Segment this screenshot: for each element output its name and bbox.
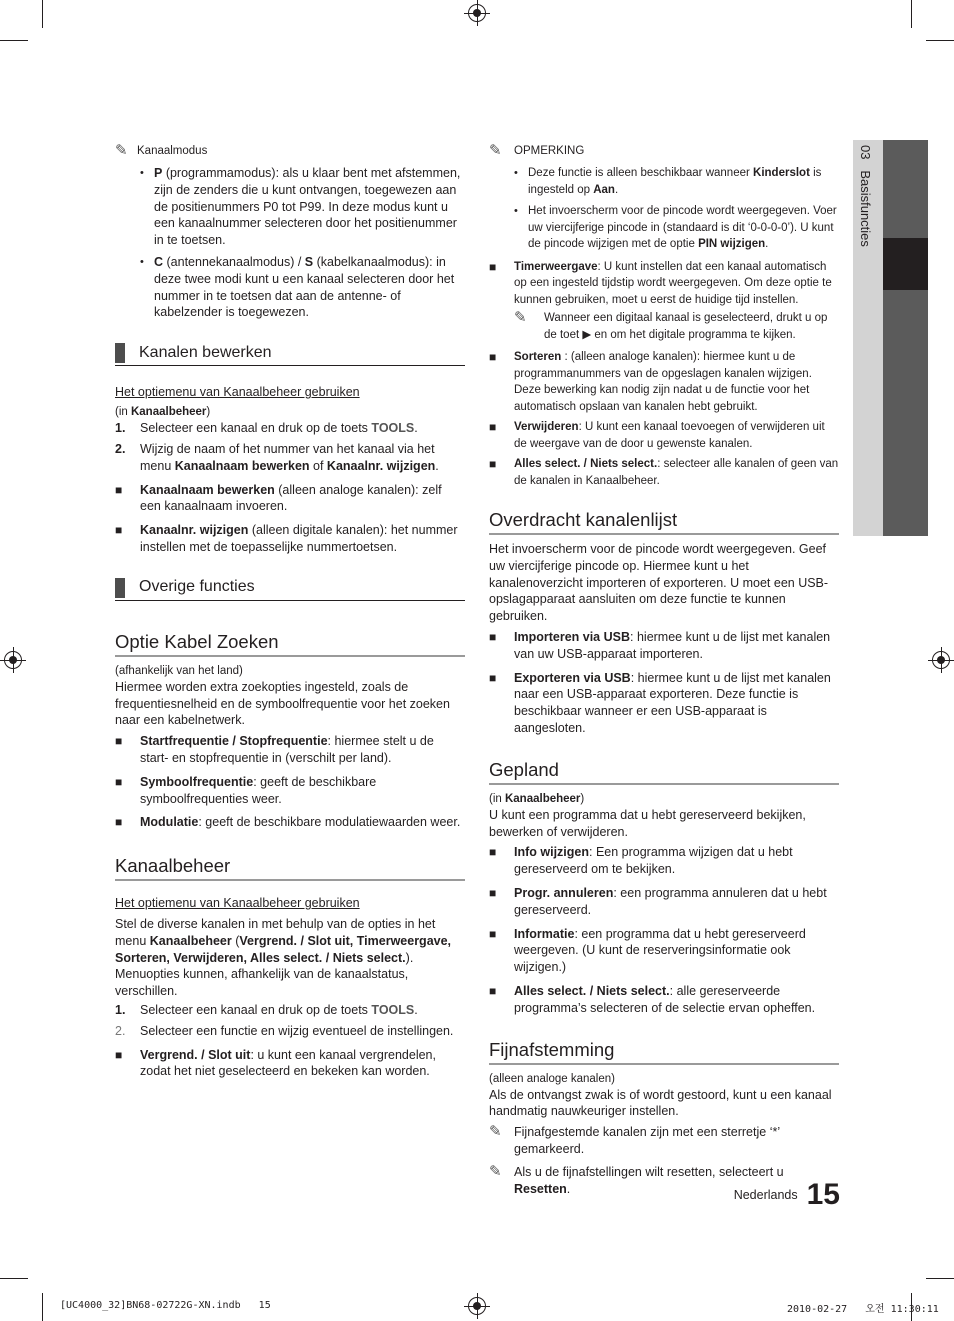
option-item: ■ Startfrequentie / Stopfrequentie: hiermee stelt u de start- en stopfrequentie in (verschilt per land). — [115, 734, 434, 765]
section-heading: Overdracht kanalenlijst — [489, 509, 839, 535]
square-bullet-icon: ■ — [489, 926, 497, 941]
chapter-tab-marker — [883, 238, 928, 290]
option-item: ■ Importeren via USB: hiermee kunt u de lijst met kanalen van uw USB-apparaat importeren. — [489, 629, 831, 661]
print-timestamp: 2010-02-27 오전 11:30:11 — [787, 1304, 939, 1315]
square-bullet-icon: ■ — [115, 774, 123, 789]
square-bullet-icon: ■ — [489, 670, 497, 685]
option-item: ■ Sorteren : (alleen analoge kanalen): hiermee kunt u de programmanummers van de opgeslagen kanalen wijzigen. Deze bewerking kan nodig zijn nadat u de functie voor het automatisch opslaan van kanalen hebt gebruikt. — [489, 349, 839, 415]
crop-mark — [0, 1278, 28, 1279]
subheading-text: Overige functies — [139, 578, 255, 596]
context-note: (in Kanaalbeheer) — [489, 792, 585, 805]
mode-code: C — [154, 254, 164, 269]
section-intro: U kunt een programma dat u hebt gereserveerd bekijken, bewerken of verwijderen. — [489, 807, 806, 839]
chapter-number: 03 — [858, 145, 873, 160]
kanaalbeheer-options — [489, 259, 839, 490]
registration-mark-icon — [468, 1297, 486, 1315]
mode-text: (kabelkanaalmodus): in deze twee modi kunt u een kanaal selecteren door het nummer in te toetsen dat aan de antenne- of kabelzender is toegewezen. — [154, 254, 455, 320]
section-intro: Hiermee worden extra zoekopties ingesteld, zoals de frequentiesnelheid en de symboolfrequentie voor het zoeken naar een kabelnetwerk. — [115, 679, 450, 728]
section-intro: Als de ontvangst zwak is of wordt gestoord, kunt u een kanaal handmatig nauwkeuriger instellen. — [489, 1087, 832, 1119]
memo-text: Fijnafgestemde kanalen zijn met een sterretje ‘*’ gemarkeerd. — [514, 1125, 780, 1156]
section-note: (alleen analoge kanalen) — [489, 1072, 615, 1085]
step-item: 1. Selecteer een kanaal en druk op de toets TOOLS. — [115, 421, 418, 436]
chapter-title: Basisfuncties — [858, 170, 873, 247]
step-number: 2. — [115, 1023, 126, 1038]
footer-language: Nederlands — [733, 1188, 798, 1202]
heading-bar — [115, 343, 125, 363]
option-item: ■ Alles select. / Niets select.: selecteer alle kanalen of geen van de kanalen in Kanaalbeheer. — [489, 456, 839, 489]
section-intro: Het invoerscherm voor de pincode wordt weergegeven. Geef uw viercijferige pincode op. Hiermee kunt u het kanalenoverzicht importeren of exporteren. U moet een USB-opslagapparaat aansluiten om deze functie te kunnen gebruiken. — [489, 542, 829, 624]
pencil-note-icon: ✎ — [115, 142, 128, 159]
crop-mark — [926, 1278, 954, 1279]
crop-mark — [926, 40, 954, 41]
pencil-note-icon: ✎ — [489, 142, 502, 159]
square-bullet-icon: ■ — [489, 420, 497, 434]
memo-text: Als u de fijnafstellingen wilt resetten, selecteert u Resetten. — [514, 1164, 784, 1196]
square-bullet-icon: ■ — [489, 259, 497, 274]
memo-title: Kanaalmodus — [137, 145, 208, 157]
list-item — [140, 165, 465, 249]
square-bullet-icon: ■ — [489, 629, 497, 644]
registration-mark-icon — [932, 651, 950, 669]
crop-mark — [42, 1293, 43, 1321]
crop-mark — [0, 40, 28, 41]
option-item: ■ Verwijderen: U kunt een kanaal toevoegen of verwijderen uit de weergave van de door u gewenste kanalen. — [489, 419, 839, 452]
option-item: ■ Alles select. / Niets select.: alle gereserveerde programma’s selecteren of de selectie ervan opheffen. — [489, 983, 816, 1015]
mode-text: (antennekanaalmodus) / — [163, 254, 305, 269]
option-item: ■ Progr. annuleren: een programma annuleren dat u hebt gereserveerd. — [489, 885, 827, 917]
bullet-icon: • — [514, 205, 518, 217]
option-item: ■ Kanaalnaam bewerken (alleen analoge kanalen): zelf een kanaalnaam invoeren. — [115, 482, 442, 514]
list-item — [140, 254, 465, 321]
registration-mark-icon — [468, 4, 486, 22]
option-item: ■ Modulatie: geeft de beschikbare modulatiewaarden weer. — [115, 815, 461, 830]
section-note: (afhankelijk van het land) — [115, 664, 243, 677]
section-heading: Fijnafstemming — [489, 1039, 839, 1065]
pencil-note-icon: ✎ — [489, 1162, 502, 1180]
bullet-icon: • — [140, 255, 144, 268]
option-item: ■ Vergrend. / Slot uit: u kunt een kanaal vergrendelen, zodat het niet geselecteerd en bekeken kan worden. — [115, 1047, 436, 1079]
option-item: ■ Symboolfrequentie: geeft de beschikbare symboolfrequenties weer. — [115, 774, 377, 806]
square-bullet-icon: ■ — [115, 815, 123, 830]
chapter-tab-dark — [883, 140, 928, 536]
square-bullet-icon: ■ — [115, 1047, 123, 1062]
step-item: 1. Selecteer een kanaal en druk op de toets TOOLS. — [115, 1002, 418, 1017]
square-bullet-icon: ■ — [489, 845, 497, 860]
step-item: 2. Selecteer een functie en wijzig eventueel de instellingen. — [115, 1023, 454, 1038]
subheading-overige-functies — [115, 576, 465, 601]
option-item: ■ Info wijzigen: Een programma wijzigen dat u hebt gereserveerd om te bekijken. — [489, 845, 793, 877]
subheading-kanalen-bewerken — [115, 341, 465, 366]
square-bullet-icon: ■ — [489, 457, 497, 471]
square-bullet-icon: ■ — [115, 482, 123, 497]
memo-bullets — [514, 165, 839, 253]
square-bullet-icon: ■ — [489, 983, 497, 998]
square-bullet-icon: ■ — [115, 523, 123, 538]
bullet-icon: • — [140, 167, 144, 179]
step-item: 2. Wijzig de naam of het nummer van het kanaal via het menu Kanaalnaam bewerken of Kanaalnr. wijzigen. — [115, 441, 439, 473]
right-column — [489, 143, 839, 1197]
pencil-note-icon: ✎ — [514, 309, 527, 326]
square-bullet-icon: ■ — [115, 734, 123, 749]
memo-text: Wanneer een digitaal kanaal is geselecteerd, drukt u op de toet ▶ en om het digitale programma te kijken. — [544, 312, 828, 341]
page-number: 15 — [806, 1178, 840, 1211]
crop-mark — [42, 0, 43, 28]
registration-mark-icon — [4, 651, 22, 669]
memo-bullets — [140, 165, 465, 321]
crop-mark — [911, 0, 912, 28]
pencil-note-icon: ✎ — [489, 1123, 502, 1141]
memo-note — [489, 1124, 839, 1158]
subheading-text: Kanalen bewerken — [139, 343, 272, 361]
square-bullet-icon: ■ — [489, 350, 497, 364]
step-number: 1. — [115, 1002, 126, 1017]
mode-text: (programmamodus): als u klaar bent met afstemmen, zijn de zenders die u kunt ontvangen, toegewezen aan de positienummers P0 tot P99. In deze modus kunt u een kanaalnummer selecteren door het positienummer in te toetsen. — [154, 166, 461, 248]
section-heading: Kanaalbeheer — [115, 855, 465, 881]
section-heading: Gepland — [489, 759, 839, 785]
option-item: ■ Kanaalnr. wijzigen (alleen digitale kanalen): het nummer instellen met de toepasselijke nummertoetsen. — [115, 523, 458, 554]
option-item: ■ Exporteren via USB: hiermee kunt u de lijst met kanalen naar een USB-apparaat exporteren. Deze functie is beschikbaar wanneer er een USB-apparaat is aangesloten. — [489, 670, 831, 735]
procedure-title: Het optiemenu van Kanaalbeheer gebruiken — [115, 896, 360, 911]
section-intro: Stel de diverse kanalen in met behulp van de opties in het menu Kanaalbeheer (Vergrend. / Slot uit, Timerweergave, Sorteren, Verwijderen, Alles select. / Niets select.). Menuopties kunnen, afhankelijk van de kanaalstatus, verschillen. — [115, 916, 452, 999]
memo-timer — [514, 310, 839, 343]
section-heading: Optie Kabel Zoeken — [115, 631, 465, 657]
context-note: (in Kanaalbeheer) — [115, 406, 211, 419]
procedure-title: Het optiemenu van Kanaalbeheer gebruiken — [115, 385, 360, 400]
left-column — [115, 143, 465, 1080]
memo-kanaalmodus — [115, 143, 465, 159]
mode-code: S — [304, 254, 314, 269]
step-number: 1. — [115, 421, 126, 436]
heading-bar — [115, 578, 125, 598]
print-slug: [UC4000_32]BN68-02722G-XN.indb 15 — [60, 1300, 271, 1311]
list-item: • Het invoerscherm voor de pincode wordt weergegeven. Voer uw viercijferige pincode in (standaard is dit ‘0-0-0-0’). U kunt de pincode wijzigen met de optie PIN wijzigen. — [514, 203, 839, 253]
square-bullet-icon: ■ — [489, 885, 497, 900]
step-number: 2. — [115, 441, 126, 456]
mode-code: P — [154, 166, 163, 180]
bullet-icon: • — [514, 167, 518, 179]
chapter-tab-label — [858, 145, 873, 247]
memo-opmerking — [489, 143, 839, 159]
page-footer — [700, 1178, 840, 1212]
option-item: ■ Informatie: een programma dat u hebt gereserveerd weergeven. (U kunt de reserveringsinformatie ook wijzigen.) — [489, 926, 806, 975]
list-item: • Deze functie is alleen beschikbaar wanneer Kinderslot is ingesteld op Aan. — [514, 165, 839, 198]
memo-title: OPMERKING — [514, 145, 585, 157]
option-item: ■ Timerweergave: U kunt instellen dat een kanaal automatisch op een ingesteld tijdstip wordt weergegeven. Om deze optie te kunnen gebruiken, moet u eerst de huidige tijd instellen. — [489, 259, 839, 309]
